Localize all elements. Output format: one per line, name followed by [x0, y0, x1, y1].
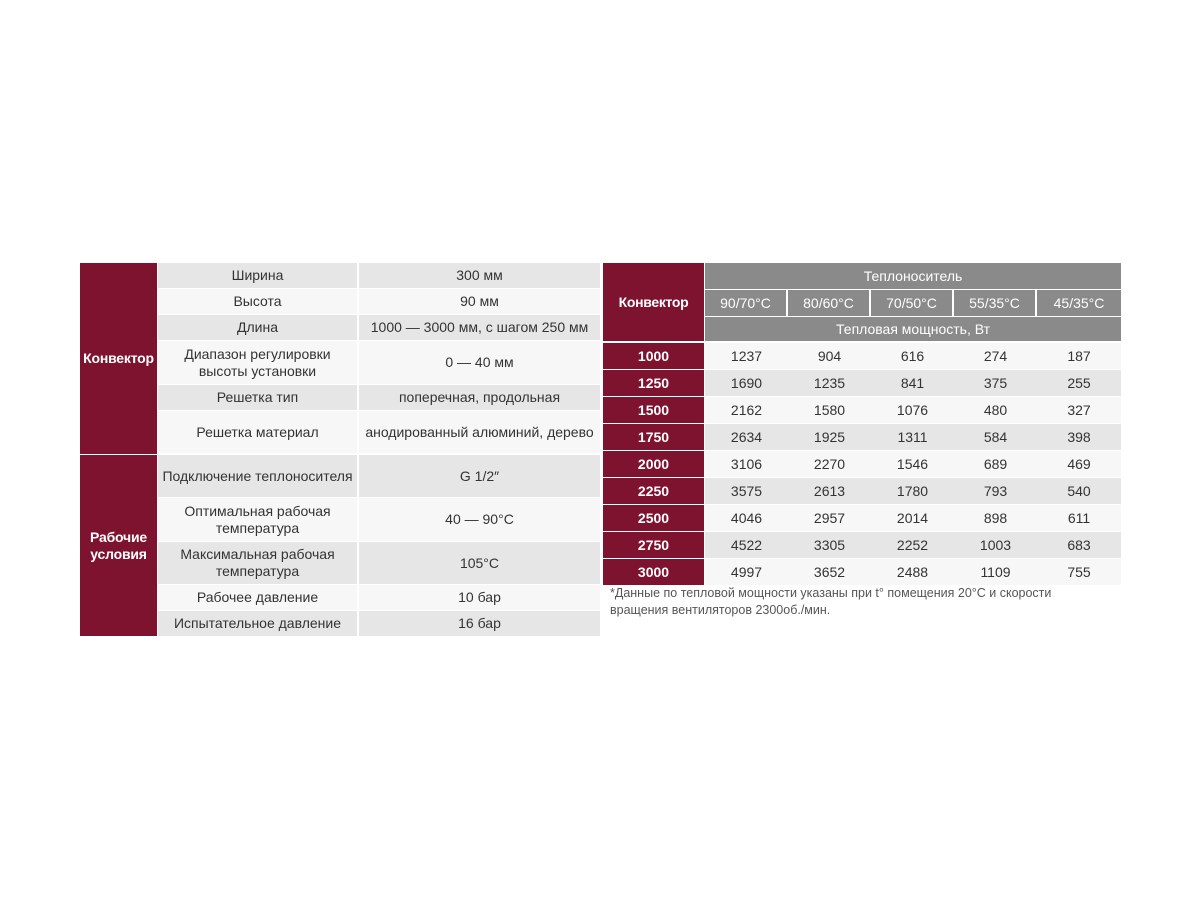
group-label-working-conditions: Рабочие условия: [80, 455, 158, 637]
power-cell: 755: [1037, 559, 1121, 586]
power-cell: 187: [1037, 341, 1121, 370]
spec-value: 1000 — 3000 мм, с шагом 250 мм: [359, 315, 600, 341]
power-cell: 2270: [788, 451, 871, 478]
length-cell: 1250: [603, 370, 705, 397]
power-cell: 1235: [788, 370, 871, 397]
spec-label: Рабочее давление: [158, 585, 359, 611]
spec-row: [80, 455, 600, 498]
spec-label: Максимальная рабочая температура: [158, 542, 359, 585]
table-row: [603, 370, 1121, 397]
temp-header: 70/50°C: [871, 290, 954, 317]
spec-label: Решетка материал: [158, 411, 359, 455]
power-cell: 2957: [788, 505, 871, 532]
temp-header: 90/70°C: [705, 290, 788, 317]
group-label-convector: Конвектор: [80, 263, 158, 455]
power-cell: 689: [954, 451, 1037, 478]
coolant-header: Теплоноситель: [705, 263, 1121, 290]
length-cell: 2750: [603, 532, 705, 559]
power-cell: 274: [954, 341, 1037, 370]
table-row: [603, 424, 1121, 451]
power-cell: 584: [954, 424, 1037, 451]
spec-value: поперечная, продольная: [359, 385, 600, 411]
power-cell: 3652: [788, 559, 871, 586]
table-row: [603, 397, 1121, 424]
footnote: *Данные по тепловой мощности указаны при t° помещения 20°C и скорости вращения вентиляторов 2300об./мин.: [610, 586, 1052, 617]
spec-label: Диапазон регулировки высоты установки: [158, 341, 359, 385]
spec-row: [80, 411, 600, 455]
power-cell: 469: [1037, 451, 1121, 478]
convector-header: Конвектор: [603, 263, 705, 341]
power-cell: 841: [871, 370, 954, 397]
power-cell: 540: [1037, 478, 1121, 505]
spec-value: 300 мм: [359, 263, 600, 289]
spec-label: Испытательное давление: [158, 611, 359, 637]
power-cell: 398: [1037, 424, 1121, 451]
temp-header: 80/60°C: [788, 290, 871, 317]
spec-row: [80, 289, 600, 315]
spec-value: 10 бар: [359, 585, 600, 611]
power-cell: 2634: [705, 424, 788, 451]
specifications-table: [80, 263, 600, 637]
power-cell: 898: [954, 505, 1037, 532]
spec-row: [80, 385, 600, 411]
power-cell: 683: [1037, 532, 1121, 559]
table-row: [603, 532, 1121, 559]
spec-value: 90 мм: [359, 289, 600, 315]
power-cell: 1003: [954, 532, 1037, 559]
spec-label: Оптимальная рабочая температура: [158, 498, 359, 542]
power-cell: 327: [1037, 397, 1121, 424]
spec-label: Длина: [158, 315, 359, 341]
spec-label: Высота: [158, 289, 359, 315]
length-cell: 1500: [603, 397, 705, 424]
spec-value: анодированный алюминий, дерево: [359, 411, 600, 455]
power-cell: 904: [788, 341, 871, 370]
length-cell: 2000: [603, 451, 705, 478]
power-cell: 2162: [705, 397, 788, 424]
power-cell: 4997: [705, 559, 788, 586]
power-cell: 1076: [871, 397, 954, 424]
length-cell: 1000: [603, 341, 705, 370]
length-cell: 2500: [603, 505, 705, 532]
power-cell: 4522: [705, 532, 788, 559]
spec-value: 40 — 90°C: [359, 498, 600, 542]
spec-row: [80, 585, 600, 611]
table-row: [603, 505, 1121, 532]
temp-header: 45/35°C: [1037, 290, 1121, 317]
power-cell: 2488: [871, 559, 954, 586]
power-cell: 480: [954, 397, 1037, 424]
power-cell: 3575: [705, 478, 788, 505]
power-cell: 1925: [788, 424, 871, 451]
power-cell: 255: [1037, 370, 1121, 397]
spec-row: [80, 542, 600, 585]
length-cell: 2250: [603, 478, 705, 505]
power-cell: 1546: [871, 451, 954, 478]
spec-row: [80, 263, 600, 289]
spec-value: 0 — 40 мм: [359, 341, 600, 385]
table-row: [603, 559, 1121, 586]
heat-output-table: [603, 263, 1121, 586]
temp-header: 55/35°C: [954, 290, 1037, 317]
spec-value: G 1/2″: [359, 455, 600, 498]
spec-row: [80, 315, 600, 341]
spec-label: Подключение теплоносителя: [158, 455, 359, 498]
spec-value: 105°C: [359, 542, 600, 585]
power-cell: 3305: [788, 532, 871, 559]
power-cell: 1311: [871, 424, 954, 451]
power-cell: 375: [954, 370, 1037, 397]
power-cell: 4046: [705, 505, 788, 532]
spec-label: Решетка тип: [158, 385, 359, 411]
power-cell: 793: [954, 478, 1037, 505]
table-row: [603, 478, 1121, 505]
spec-label: Ширина: [158, 263, 359, 289]
spec-row: [80, 498, 600, 542]
length-cell: 1750: [603, 424, 705, 451]
power-cell: 1780: [871, 478, 954, 505]
power-cell: 1690: [705, 370, 788, 397]
power-cell: 616: [871, 341, 954, 370]
power-cell: 1580: [788, 397, 871, 424]
spec-row: [80, 611, 600, 637]
power-cell: 1109: [954, 559, 1037, 586]
power-cell: 2252: [871, 532, 954, 559]
power-cell: 611: [1037, 505, 1121, 532]
power-cell: 2014: [871, 505, 954, 532]
table-row: [603, 451, 1121, 478]
spec-value: 16 бар: [359, 611, 600, 637]
table-row: [603, 341, 1121, 370]
power-header: Тепловая мощность, Вт: [705, 317, 1121, 341]
power-cell: 2613: [788, 478, 871, 505]
spec-row: [80, 341, 600, 385]
power-cell: 1237: [705, 341, 788, 370]
length-cell: 3000: [603, 559, 705, 586]
power-cell: 3106: [705, 451, 788, 478]
